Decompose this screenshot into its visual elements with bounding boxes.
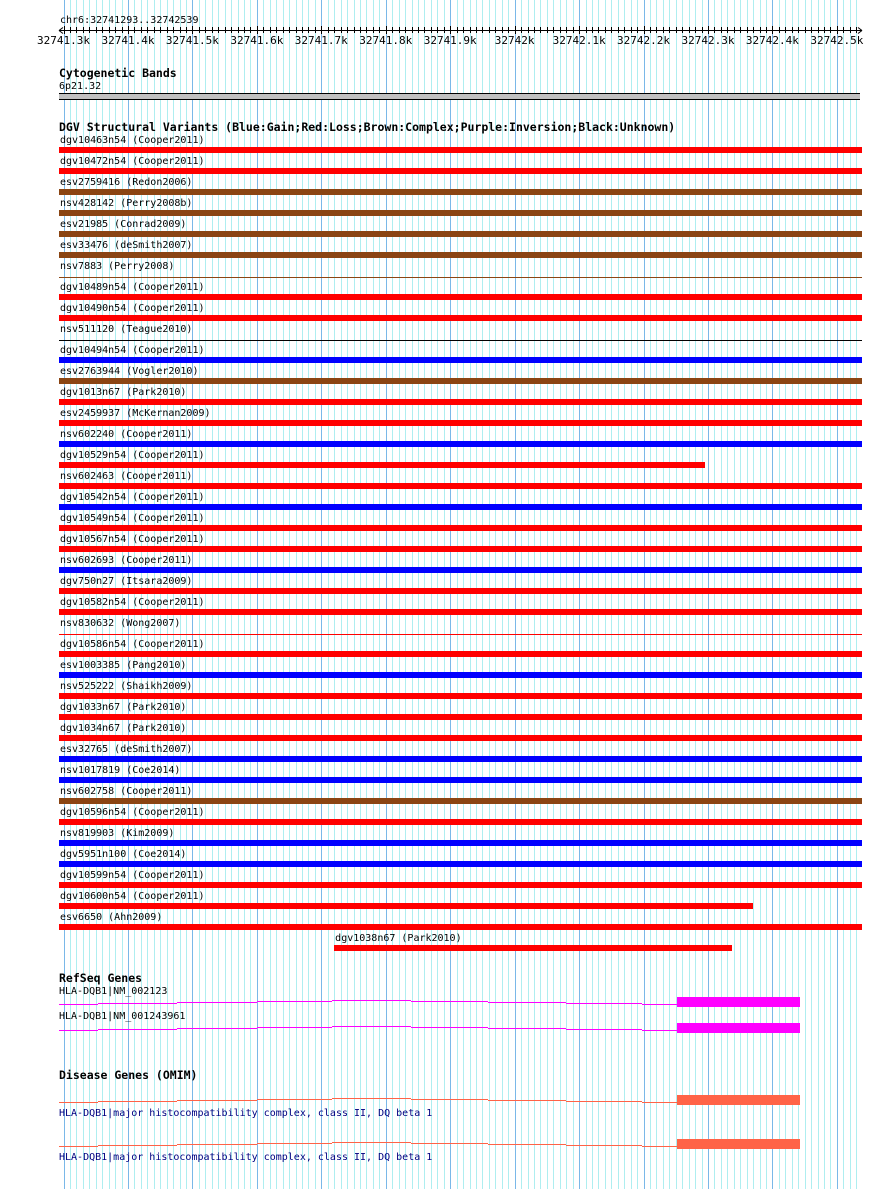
variant-bar-loss[interactable]	[59, 420, 862, 426]
variant-bar-complex[interactable]	[59, 798, 862, 804]
variant-bar-complex[interactable]	[59, 252, 862, 258]
variant-bar-loss[interactable]	[59, 399, 862, 405]
variant-bar-loss[interactable]	[59, 546, 862, 552]
variant-bar-complex[interactable]	[59, 277, 862, 278]
variant-label[interactable]: esv2459937 (McKernan2009)	[60, 408, 211, 419]
variant-label[interactable]: dgv750n27 (Itsara2009)	[60, 576, 193, 587]
variant-label[interactable]: dgv10549n54 (Cooper2011)	[60, 513, 205, 524]
variant-bar-unknown[interactable]	[59, 340, 862, 341]
variant-bar-loss[interactable]	[59, 634, 862, 635]
refseq-track-title: RefSeq Genes	[59, 971, 143, 985]
variant-bar-loss[interactable]	[59, 315, 862, 321]
variant-bar-loss[interactable]	[59, 588, 862, 594]
variant-bar-gain[interactable]	[59, 777, 862, 783]
cytoband-bar[interactable]	[59, 93, 860, 100]
variant-label[interactable]: dgv10582n54 (Cooper2011)	[60, 597, 205, 608]
variant-bar-loss[interactable]	[59, 147, 862, 153]
variant-label[interactable]: esv2759416 (Redon2006)	[60, 177, 193, 188]
variant-label[interactable]: nsv602758 (Cooper2011)	[60, 786, 193, 797]
variant-label[interactable]: nsv1017819 (Coe2014)	[60, 765, 181, 776]
variant-label[interactable]: esv21985 (Conrad2009)	[60, 219, 187, 230]
variant-label[interactable]: dgv10542n54 (Cooper2011)	[60, 492, 205, 503]
variant-label[interactable]: nsv819903 (Kim2009)	[60, 828, 175, 839]
variant-label[interactable]: dgv1034n67 (Park2010)	[60, 723, 187, 734]
variant-label[interactable]: nsv602463 (Cooper2011)	[60, 471, 193, 482]
omim-gene-exon[interactable]	[677, 1139, 800, 1149]
variant-bar-gain[interactable]	[59, 840, 862, 846]
ruler-tick-label: 32741.7k	[294, 34, 348, 47]
variant-bar-loss[interactable]	[334, 945, 732, 951]
variant-bar-loss[interactable]	[59, 294, 862, 300]
variant-bar-loss[interactable]	[59, 714, 862, 720]
ruler-tick-label: 32741.4k	[101, 34, 155, 47]
variant-bar-loss[interactable]	[59, 651, 862, 657]
refseq-gene-exon[interactable]	[677, 1023, 800, 1033]
variant-label[interactable]: dgv1038n67 (Park2010)	[335, 933, 462, 944]
variant-bar-complex[interactable]	[59, 210, 862, 216]
ruler-tick-label: 32742.4k	[745, 34, 799, 47]
dgv-track-title: DGV Structural Variants (Blue:Gain;Red:Loss;Brown:Complex;Purple:Inversion;Black:Unknown)	[59, 120, 676, 134]
omim-track-title: Disease Genes (OMIM)	[59, 1068, 198, 1082]
variant-label[interactable]: dgv10586n54 (Cooper2011)	[60, 639, 205, 650]
variant-label[interactable]: nsv602240 (Cooper2011)	[60, 429, 193, 440]
cytoband-label: 6p21.32	[59, 81, 102, 92]
variant-bar-complex[interactable]	[59, 189, 862, 195]
variant-label[interactable]: dgv10463n54 (Cooper2011)	[60, 135, 205, 146]
variant-label[interactable]: dgv10472n54 (Cooper2011)	[60, 156, 205, 167]
variant-label[interactable]: dgv10596n54 (Cooper2011)	[60, 807, 205, 818]
variant-label[interactable]: dgv10494n54 (Cooper2011)	[60, 345, 205, 356]
variant-bar-gain[interactable]	[59, 861, 862, 867]
variant-label[interactable]: esv32765 (deSmith2007)	[60, 744, 193, 755]
ruler-tick-label: 32741.3k	[37, 34, 90, 47]
omim-gene-label[interactable]: HLA-DQB1|major histocompatibility complex, class II, DQ beta 1	[59, 1152, 433, 1163]
variant-label[interactable]: dgv5951n100 (Coe2014)	[60, 849, 187, 860]
variant-bar-loss[interactable]	[59, 693, 862, 699]
variant-label[interactable]: nsv428142 (Perry2008b)	[60, 198, 193, 209]
variant-bar-loss[interactable]	[59, 168, 862, 174]
variant-label[interactable]: dgv10599n54 (Cooper2011)	[60, 870, 205, 881]
refseq-gene-exon[interactable]	[677, 997, 800, 1007]
ruler-tick-label: 32742.2k	[617, 34, 671, 47]
ruler-tick-label: 32741.5k	[165, 34, 219, 47]
ruler-tick-label: 32741.6k	[230, 34, 284, 47]
ruler-tick-label: 32742.1k	[552, 34, 606, 47]
variant-bar-loss[interactable]	[59, 924, 862, 930]
cytobands-track-title: Cytogenetic Bands	[59, 66, 177, 80]
variant-bar-loss[interactable]	[59, 609, 862, 615]
ruler-tick-label: 32741.8k	[359, 34, 413, 47]
omim-gene-exon[interactable]	[677, 1095, 800, 1105]
variant-label[interactable]: nsv830632 (Wong2007)	[60, 618, 181, 629]
variant-bar-gain[interactable]	[59, 441, 862, 447]
variant-label[interactable]: dgv10529n54 (Cooper2011)	[60, 450, 205, 461]
refseq-gene-label[interactable]: HLA-DQB1|NM_002123	[59, 986, 168, 997]
variant-bar-loss[interactable]	[59, 483, 862, 489]
variant-bar-loss[interactable]	[59, 903, 753, 909]
variant-bar-gain[interactable]	[59, 672, 862, 678]
variant-bar-gain[interactable]	[59, 357, 862, 363]
variant-label[interactable]: dgv1033n67 (Park2010)	[60, 702, 187, 713]
variant-bar-gain[interactable]	[59, 567, 862, 573]
refseq-gene-label[interactable]: HLA-DQB1|NM_001243961	[59, 1011, 186, 1022]
variant-label[interactable]: nsv7883 (Perry2008)	[60, 261, 175, 272]
variant-label[interactable]: esv1003385 (Pang2010)	[60, 660, 187, 671]
variant-label[interactable]: nsv511120 (Teague2010)	[60, 324, 193, 335]
variant-label[interactable]: dgv10600n54 (Cooper2011)	[60, 891, 205, 902]
ruler-tick-label: 32741.9k	[423, 34, 477, 47]
ruler-tick-label: 32742.5k	[810, 34, 864, 47]
variant-label[interactable]: esv2763944 (Vogler2010)	[60, 366, 199, 377]
variant-bar-loss[interactable]	[59, 525, 862, 531]
variant-bar-loss[interactable]	[59, 882, 862, 888]
variant-bar-loss[interactable]	[59, 819, 862, 825]
variant-bar-loss[interactable]	[59, 462, 705, 468]
variant-label[interactable]: dgv1013n67 (Park2010)	[60, 387, 187, 398]
omim-gene-label[interactable]: HLA-DQB1|major histocompatibility complex, class II, DQ beta 1	[59, 1108, 433, 1119]
location-label: chr6:32741293..32742539	[60, 15, 199, 26]
variant-bar-gain[interactable]	[59, 756, 862, 762]
variant-label[interactable]: esv6650 (Ahn2009)	[60, 912, 163, 923]
variant-label[interactable]: nsv525222 (Shaikh2009)	[60, 681, 193, 692]
variant-label[interactable]: esv33476 (deSmith2007)	[60, 240, 193, 251]
variant-label[interactable]: nsv602693 (Cooper2011)	[60, 555, 193, 566]
variant-label[interactable]: dgv10489n54 (Cooper2011)	[60, 282, 205, 293]
ruler-tick-label: 32742.3k	[681, 34, 735, 47]
ruler-tick-label: 32742k	[494, 34, 535, 47]
variant-label[interactable]: dgv10567n54 (Cooper2011)	[60, 534, 205, 545]
variant-label[interactable]: dgv10490n54 (Cooper2011)	[60, 303, 205, 314]
variant-bar-complex[interactable]	[59, 231, 862, 237]
variant-bar-loss[interactable]	[59, 735, 862, 741]
variant-bar-complex[interactable]	[59, 378, 862, 384]
variant-bar-gain[interactable]	[59, 504, 862, 510]
